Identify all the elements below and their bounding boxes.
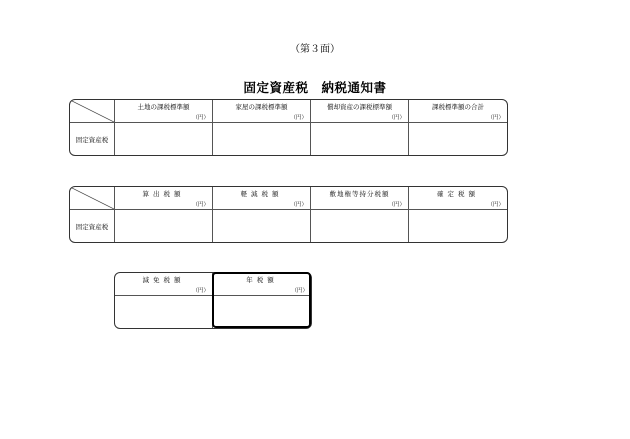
document-title: 固定資産税 納税通知書 bbox=[243, 80, 387, 95]
unit-label: （円） bbox=[388, 115, 405, 121]
unit-label: （円） bbox=[388, 202, 405, 208]
unit-label: （円） bbox=[487, 202, 504, 208]
header-depreciable-asset-tax-base bbox=[311, 100, 409, 123]
unit-label: （円） bbox=[192, 115, 209, 121]
header-label: 敷地権等持分税額 bbox=[329, 190, 390, 198]
header-label: 土地の課税標準額 bbox=[137, 103, 190, 111]
header-land-tax-base bbox=[115, 100, 213, 123]
value-cell bbox=[311, 123, 409, 155]
header-site-right-share-tax bbox=[311, 187, 409, 210]
value-cell bbox=[115, 210, 213, 242]
tax-amount-table bbox=[69, 186, 508, 243]
header-calculated-tax bbox=[115, 187, 213, 210]
unit-label: （円） bbox=[487, 115, 504, 121]
header-exemption-tax bbox=[115, 273, 213, 296]
row-label-cell bbox=[70, 123, 115, 155]
value-cell bbox=[409, 210, 507, 242]
value-cell bbox=[213, 123, 311, 155]
row-label-cell bbox=[70, 210, 115, 242]
page-number: （第３面） bbox=[290, 44, 340, 55]
header-total-tax-base bbox=[409, 100, 507, 123]
tax-base-table bbox=[69, 99, 508, 156]
unit-label: （円） bbox=[192, 202, 209, 208]
corner-diagonal-cell bbox=[70, 187, 115, 210]
row-label: 固定資産税 bbox=[75, 135, 109, 144]
header-label: 減免税額 bbox=[142, 276, 185, 284]
header-label: 確定税額 bbox=[437, 190, 479, 198]
header-label: 年税額 bbox=[246, 276, 278, 284]
value-cell bbox=[213, 210, 311, 242]
header-confirmed-tax bbox=[409, 187, 507, 210]
header-house-tax-base bbox=[213, 100, 311, 123]
value-cell bbox=[115, 123, 213, 155]
header-reduced-tax bbox=[213, 187, 311, 210]
value-cell bbox=[311, 210, 409, 242]
header-label: 軽減税額 bbox=[240, 190, 283, 198]
annual-tax-highlight-box bbox=[212, 272, 311, 328]
header-label: 家屋の課税標準額 bbox=[235, 103, 288, 111]
value-cell bbox=[409, 123, 507, 155]
value-cell bbox=[115, 296, 213, 328]
header-label: 課税標準額の合計 bbox=[432, 103, 484, 111]
unit-label: （円） bbox=[290, 115, 307, 121]
unit-label: （円） bbox=[291, 288, 308, 294]
unit-label: （円） bbox=[290, 202, 307, 208]
header-label: 償却資産の課税標準額 bbox=[327, 103, 392, 111]
unit-label: （円） bbox=[192, 288, 209, 294]
row-label: 固定資産税 bbox=[75, 222, 109, 231]
corner-diagonal-cell bbox=[70, 100, 115, 123]
header-label: 算出税額 bbox=[142, 190, 185, 198]
